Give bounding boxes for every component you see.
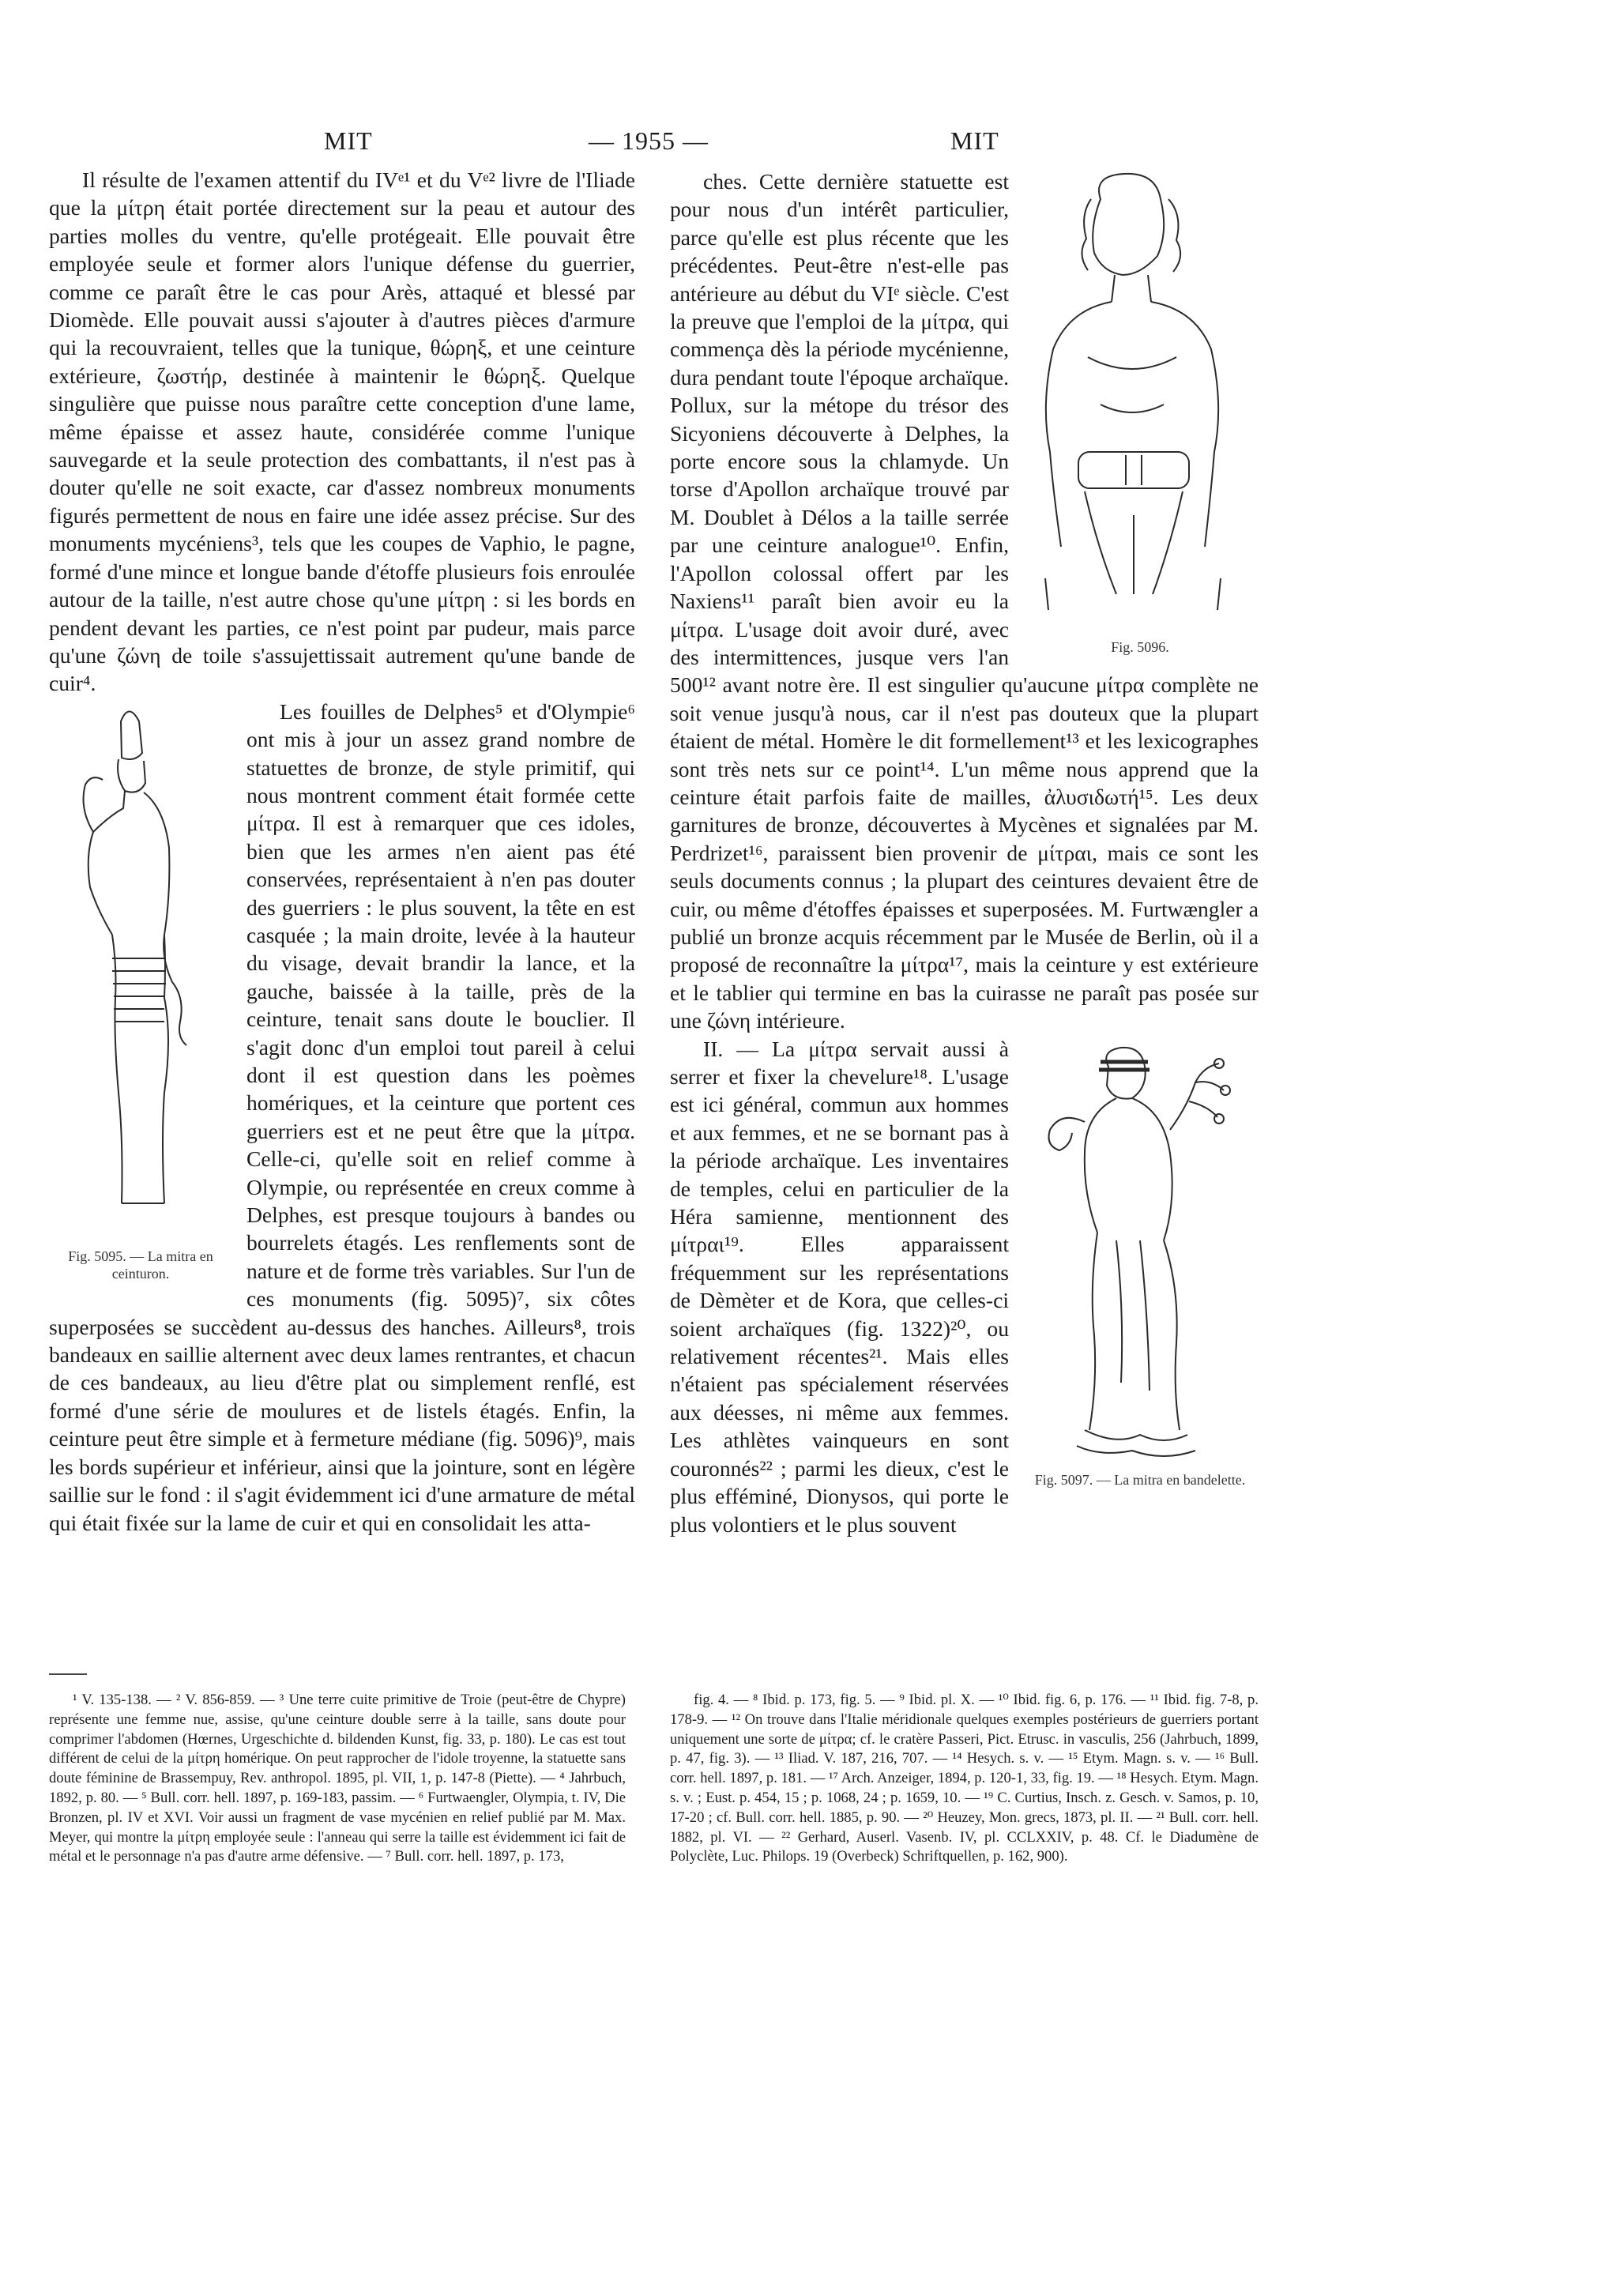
footnotes-right-text: fig. 4. — ⁸ Ibid. p. 173, fig. 5. — ⁹ Ibid. pl. X. — ¹⁰ Ibid. fig. 6, p. 176. — ¹¹ Ibid. fig. 7-8, p. 178-9. — ¹² On trouve dans l'Italie méridionale quelques exemples postérieurs de guerriers portant uniquement une sorte de μίτρα; cf. le cratère Passeri, Pict. Etrusc. in vasculis, 256 (Jahrbuch, 1899, p. 47, fig. 3). — ¹³ Iliad. V. 187, 216, 707. — ¹⁴ Hesych. s. v. — ¹⁵ Etym. Magn. s. v. — ¹⁶ Bull. corr. hell. 1897, p. 181. — ¹⁷ Arch. Anzeiger, 1894, p. 120-1, 33, fig. 19. — ¹⁸ Hesych. Etym. Magn. s. v. ; Eust. p. 454, 15 ; p. 1068, 24 ; p. 1659, 10. — ¹⁹ C. Curtius, Insch. z. Gesch. v. Samos, p. 10, 17-20 ; cf. Bull. corr. hell. 1885, p. 90. — ²⁰ Heuzey, Mon. grecs, 1873, pl. II. — ²¹ Bull. corr. hell. 1882, pl. VI. — ²² Gerhard, Auserl. Vasenb. IV, pl. CCLXXIV, p. 48. Cf. le Diadumène de Polyclète, Luc. Philops. 19 (Overbeck) Schriftquellen, p. 162, 900). — [670, 1692, 1259, 1865]
paragraph-statuette: ches. Cette dernière statuette est pour nous d'un intérêt particulier, parce qu'elle est plus récente que les précédentes. Peut-être n'est-elle pas antérieure au début du VIᵉ siècle. C'est la preuve que l'emploi de la μίτρα, qui commença dès la période mycénienne, dura pendant toute l'époque archaïque. Pollux, sur la métope du trésor des Sicyoniens découverte à Delphes, la porte encore sous la chlamyde. Un torse d'Apollon archaïque trouvé par M. Doublet à Délos a la taille serrée par une ceinture analogue¹⁰. Enfin, l'Apollon colossal offert par les Naxiens¹¹ paraît bien avoir eu la μίτρα. L'usage doit avoir duré, avec des intermittences, jusque vers l'an 500¹² avant notre ère. Il est singulier qu'aucune μίτρα complète ne soit venue jusqu'à nous, car il n'est pas douteux que la plupart étaient de métal. Homère le dit formellement¹³ et les lexicographes sont très nets sur ce point¹⁴. L'un même nous apprend que la ceinture était parfois faite de mailles, ἀλυσιδωτή¹⁵. Les deux garnitures de bronze, découvertes à Mycènes et signalées par M. Perdrizet¹⁶, paraissent bien provenir de μίτραι, mais ce sont les seuls documents connus ; la plupart des ceintures devaient être de cuir, ou même d'étoffes épaisses et superposées. M. Furtwængler a publié un bronze acquis récemment par le Musée de Berlin, où il a proposé de reconnaître la μίτρα¹⁷, mais la ceinture y est extérieure et le tablier qui termine en bas la cuirasse ne paraît pas posée sur une ζώνη intérieure. — [670, 169, 1259, 1033]
apollo-torso-illustration — [1022, 167, 1251, 634]
paragraph-iliad: Il résulte de l'examen attentif du IVᵉ¹ et du Vᵉ² livre de l'Iliade que la μίτρη était portée directement sur la peau et autour des parties molles du ventre, qu'elle protégeait. Elle pouvait être employée seule et former alors l'unique défense du guerrier, comme ce paraît être le cas pour Arès, attaqué et blessé par Diomède. Elle pouvait aussi s'ajouter à d'autres pièces d'armure qui la recouvraient, telles que la tunique, θώρηξ, et une ceinture extérieure, ζωστήρ, destinée à maintenir le θώρηξ. Quelque singulière que puisse nous paraître cette conception d'une lame, même épaisse et assez haute, considérée comme l'unique sauvegarde et la seule protection des combattants, il n'est pas à douter qu'elle ne soit exacte, car d'assez nombreux monuments figurés permettent de nous en faire une idée assez précise. Sur des monuments mycéniens³, tels que les coupes de Vaphio, le pagne, formé d'une mince et longue bande d'étoffe plusieurs fois enroulée autour de la taille, n'est autre chose qu'une μίτρη : si les bords en pendent devant les parties, ce n'est point par pudeur, mais parce qu'une ζώνη de toile s'assujettissait autrement qu'une bande de cuir⁴. — [49, 167, 635, 696]
figure-5096 — [1022, 167, 1259, 667]
dionysos-figure-illustration — [1022, 1035, 1251, 1466]
warrior-statuette-illustration — [46, 698, 229, 1243]
figure-5095 — [46, 698, 235, 1298]
right-column — [670, 167, 1259, 1538]
page-number: — 1955 — — [589, 126, 709, 155]
footnotes-left — [49, 1691, 626, 1867]
footnotes-right — [670, 1691, 1259, 1867]
figure-5097 — [1022, 1035, 1259, 1519]
left-column — [49, 166, 635, 1537]
footnotes-left-text: ¹ V. 135-138. — ² V. 856-859. — ³ Une terre cuite primitive de Troie (peut-être de Chypre) représente une femme nue, assise, qu'une ceinture double serre à la taille, sans doute pour comprimer l'abdomen (Hœrnes, Urgeschichte d. bildenden Kunst, fig. 33, p. 180). Le cas est tout différent de celui de la μίτρη homérique. On peut rapprocher de l'idole troyenne, la statuette sans doute féminine de Brassempuy, Rev. anthropol. 1895, pl. VII, 1, p. 147-8 (Piette). — ⁴ Jahrbuch, 1892, p. 80. — ⁵ Bull. corr. hell. 1897, p. 169-183, passim. — ⁶ Furtwaengler, Olympia, t. IV, Die Bronzen, pl. IV et XVI. Voir aussi un fragment de vase mycénien en relief publié par M. Max. Meyer, qui montre la μίτρη employée seule : l'anneau qui serre la taille est évidemment ici fait de métal et le personnage n'a pas d'autre arme défensive. — ⁷ Bull. corr. hell. 1897, p. 173, — [49, 1692, 626, 1865]
paragraph-delphes: Les fouilles de Delphes⁵ et d'Olympie⁶ ont mis à jour un assez grand nombre de statuettes de bronze, de style primitif, qui nous montrent comment était formée cette μίτρα. Il est à remarquer que ces idoles, bien que les armes n'en aient pas été conservées, représentaient à n'en pas douter des guerriers : le plus souvent, la tête en est casquée ; la main droite, levée à la hauteur du visage, devait brandir la lance, et la gauche, baissée à la taille, près de la ceinture, tenait sans doute le bouclier. Il s'agit donc d'un emploi tout pareil à celui dont il est question dans les poèmes homériques, et la ceinture que portent ces guerriers est et ne peut être que la μίτρα. Celle-ci, qu'elle soit en relief comme à Olympie, ou représentée en creux comme à Delphes, est presque toujours à bandes ou bourrelets étagés. Les renflements sont de nature et de forme très variables. Sur l'un de ces monuments (fig. 5095)⁷, six côtes superposées se succèdent au-dessus des hanches. Ailleurs⁸, trois bandeaux en saillie alternent avec deux lames rentrantes, et chacun de ces bandeaux, au lieu d'être plat ou simplement renflé, est formé d'une série de moulures et de listels étagés. Enfin, la ceinture peut être simple et à fermeture médiane (fig. 5096)⁹, mais les bords supérieur et inférieur, ainsi que la jointure, sont en légère saillie sur le fond : il s'agit évidemment ici d'une armature de métal qui était fixée sur la lame de cuir et qui en consolidait les atta- — [49, 698, 635, 1535]
figure-5095-caption: Fig. 5095. — La mitra en ceinturon. — [68, 1248, 213, 1282]
figure-5097-caption: Fig. 5097. — La mitra en bandelette. — [1034, 1471, 1246, 1488]
footnote-rule — [49, 1673, 87, 1675]
figure-5096-caption: Fig. 5096. — [1111, 639, 1169, 655]
running-head-right: MIT — [950, 126, 999, 155]
paragraph-chevelure: II. — La μίτρα servait aussi à serrer et fixer la chevelure¹⁸. L'usage est ici général, commun aux hommes et aux femmes, et ne se bornant pas à la période archaïque. Les inventaires de temples, celui en particulier de la Héra samienne, mentionnent des μίτραι¹⁹. Elles apparaissent fréquemment sur les représentations de Dèmèter et de Kora, que celles-ci soient archaïques (fig. 1322)²⁰, ou relativement récentes²¹. Mais elles n'étaient pas spécialement réservées aux déesses, ni même aux femmes. Les athlètes vainqueurs en sont couronnés²² ; parmi les dieux, c'est le plus efféminé, Dionysos, qui porte le plus volontiers et le plus souvent — [670, 1036, 1009, 1537]
running-head-left: MIT — [324, 126, 373, 155]
